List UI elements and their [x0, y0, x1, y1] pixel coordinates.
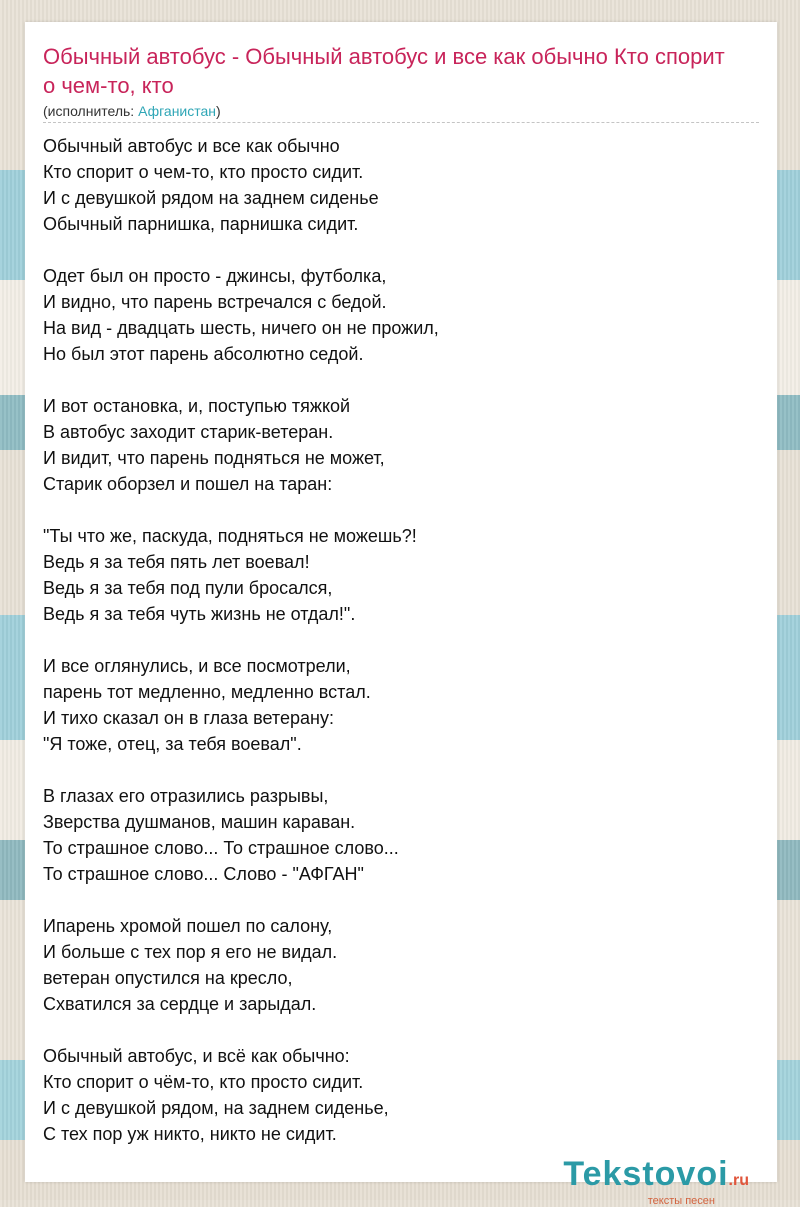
logo-tagline: тексты песен [647, 1195, 715, 1207]
lyrics-line: ветеран опустился на кресло, [43, 968, 293, 988]
lyrics-stanza [43, 523, 759, 627]
lyrics-line: То страшное слово... То страшное слово... [43, 838, 399, 858]
page-title: Обычный автобус - Обычный автобус и все как обычно Кто спорит о чем-то, кто [43, 44, 725, 98]
lyrics-line: Схватился за сердце и зарыдал. [43, 994, 317, 1014]
lyrics-line: На вид - двадцать шесть, ничего он не прожил, [43, 318, 439, 338]
artist-link[interactable]: Афганистан [138, 103, 217, 119]
lyrics-line: "Ты что же, паскуда, подняться не можешь?! [43, 526, 417, 546]
lyrics-stanza [43, 1043, 759, 1147]
lyrics-line: С тех пор уж никто, никто не сидит. [43, 1124, 337, 1144]
lyrics-line: Кто спорит о чём-то, кто просто сидит. [43, 1072, 364, 1092]
lyrics-stanza [43, 783, 759, 887]
lyrics-line: В автобус заходит старик-ветеран. [43, 422, 334, 442]
lyrics-line: И тихо сказал он в глаза ветерану: [43, 708, 334, 728]
lyrics-line: Старик оборзел и пошел на таран: [43, 474, 333, 494]
lyrics-line: То страшное слово... Слово - "АФГАН" [43, 864, 364, 884]
site-logo[interactable] [563, 1156, 749, 1207]
lyrics-line: Но был этот парень абсолютно седой. [43, 344, 364, 364]
lyrics-line: Ведь я за тебя под пули бросался, [43, 578, 333, 598]
lyrics-line: Обычный автобус и все как обычно [43, 136, 340, 156]
lyrics-line: Обычный автобус, и всё как обычно: [43, 1046, 350, 1066]
lyrics-line: парень тот медленно, медленно встал. [43, 682, 371, 702]
logo-wordmark [563, 1156, 749, 1199]
lyrics-line: И видно, что парень встречался с бедой. [43, 292, 387, 312]
lyrics-stanza [43, 913, 759, 1017]
artist-suffix: ) [216, 103, 221, 119]
lyrics-line: Одет был он просто - джинсы, футболка, [43, 266, 387, 286]
lyrics-line: Кто спорит о чем-то, кто просто сидит. [43, 162, 364, 182]
lyrics-line: И вот остановка, и, поступью тяжкой [43, 396, 351, 416]
lyrics-text [43, 133, 759, 1173]
lyrics-line: И больше с тех пор я его не видал. [43, 942, 338, 962]
lyrics-line: Ведь я за тебя пять лет воевал! [43, 552, 310, 572]
lyrics-stanza [43, 393, 759, 497]
lyrics-line: И видит, что парень подняться не может, [43, 448, 385, 468]
logo-tld: .ru [728, 1172, 749, 1189]
lyrics-line: И с девушкой рядом, на заднем сиденье, [43, 1098, 389, 1118]
logo-name: Tekstovoi [563, 1155, 729, 1193]
lyrics-line: Ипарень хромой пошел по салону, [43, 916, 333, 936]
lyrics-line: Обычный парнишка, парнишка сидит. [43, 214, 359, 234]
lyrics-card [25, 22, 777, 1207]
lyrics-line: Зверства душманов, машин караван. [43, 812, 356, 832]
lyrics-stanza [43, 263, 759, 367]
lyrics-stanza [43, 653, 759, 757]
lyrics-stanza [43, 133, 759, 237]
lyrics-line: "Я тоже, отец, за тебя воевал". [43, 734, 302, 754]
lyrics-line: И все оглянулись, и все посмотрели, [43, 656, 351, 676]
lyrics-line: В глазах его отразились разрывы, [43, 786, 329, 806]
lyrics-line: Ведь я за тебя чуть жизнь не отдал!". [43, 604, 356, 624]
lyrics-line: И с девушкой рядом на заднем сиденье [43, 188, 379, 208]
artist-prefix: (исполнитель: [43, 103, 139, 119]
artist-line [43, 102, 759, 123]
